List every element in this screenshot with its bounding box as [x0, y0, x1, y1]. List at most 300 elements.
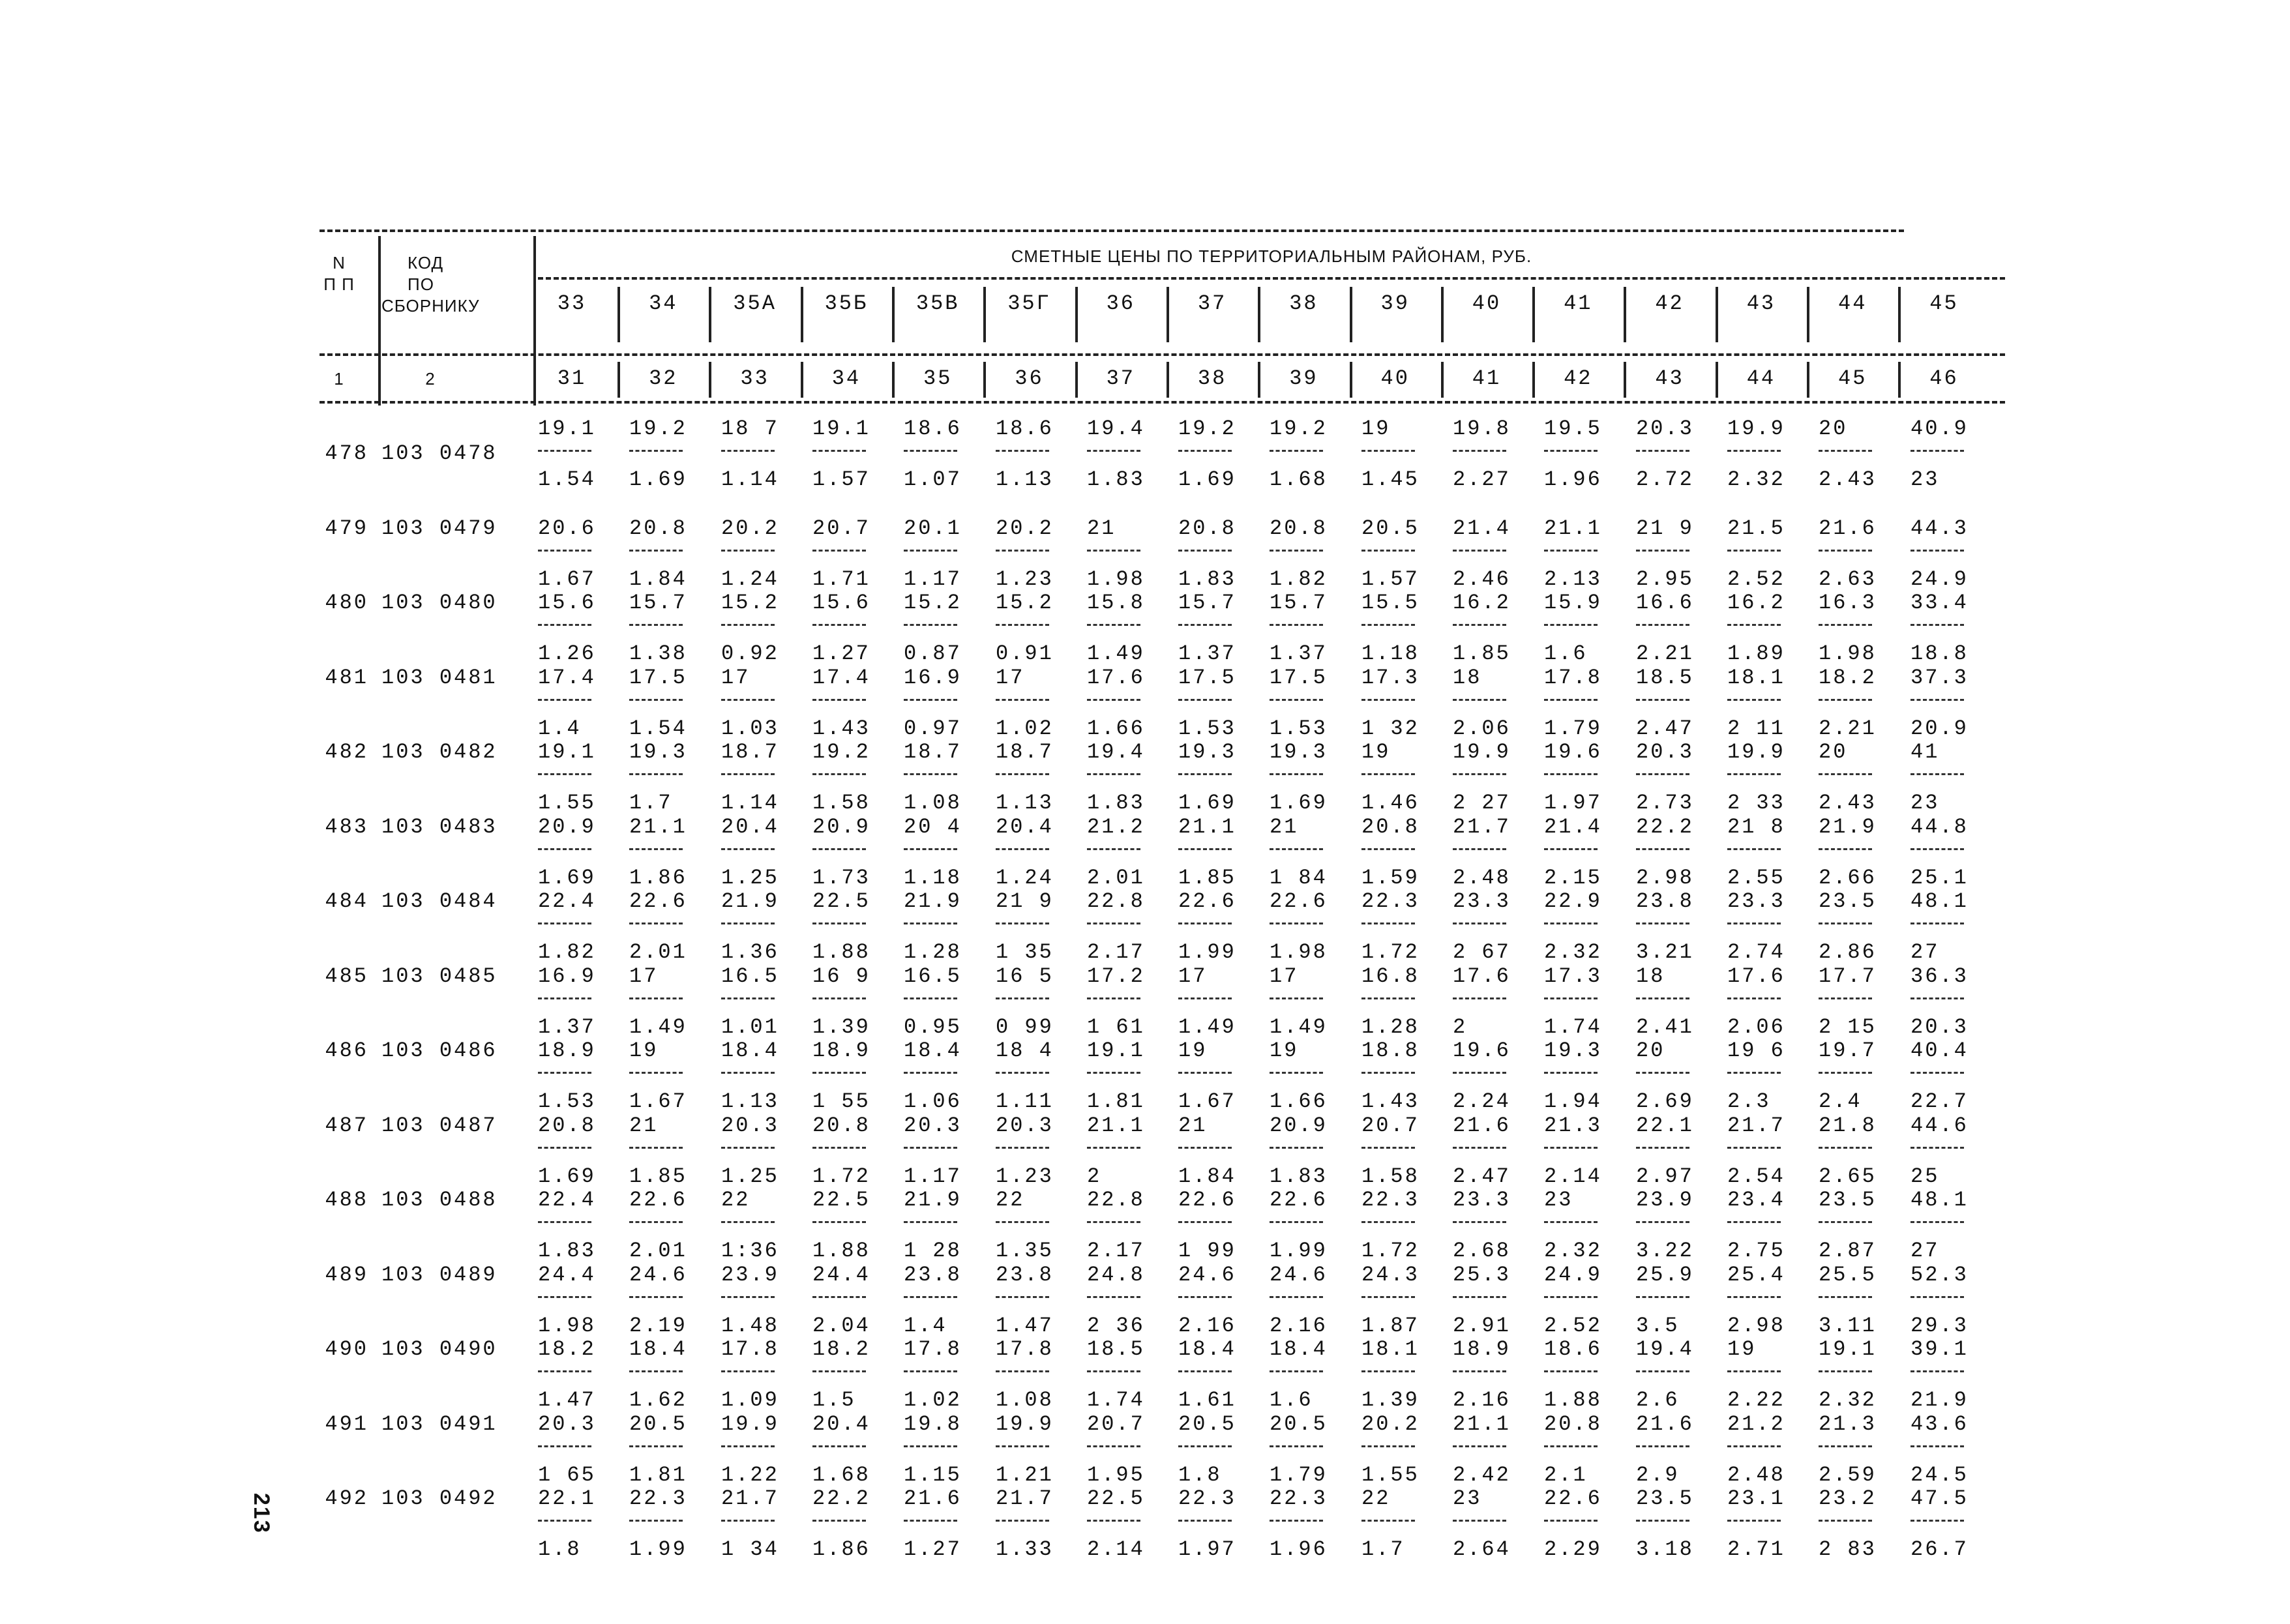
vrule-index	[983, 362, 986, 398]
price-value: 24.6	[1178, 1262, 1236, 1287]
value-separator	[1544, 1296, 1598, 1298]
value-separator	[1087, 550, 1140, 552]
price-value: 18.7	[904, 740, 962, 764]
price-value: 23.2	[1819, 1486, 1877, 1511]
price-value: 18.2	[812, 1337, 870, 1361]
value-separator	[1178, 699, 1232, 701]
price-value: 41	[1911, 740, 1940, 764]
price-value-secondary: 0 99	[996, 1014, 1054, 1039]
value-separator	[1087, 1296, 1140, 1298]
district-header: 37	[1197, 291, 1227, 316]
value-separator	[538, 450, 591, 452]
price-value-secondary: 1.13	[996, 467, 1054, 492]
price-value-secondary: 2 36	[1087, 1313, 1145, 1338]
price-value: 18.4	[904, 1039, 962, 1063]
district-header: 41	[1564, 291, 1593, 316]
price-value-secondary: 1.28	[904, 940, 962, 964]
price-value: 20.4	[721, 814, 779, 839]
index-number: 37	[1106, 366, 1135, 391]
price-value-secondary: 1.26	[538, 642, 596, 666]
row-code: 103 0478	[381, 441, 498, 465]
row-number: 488	[325, 1188, 368, 1212]
value-separator	[904, 773, 957, 775]
price-value-secondary: 1.47	[996, 1313, 1054, 1338]
price-value-secondary: 1.49	[1178, 1014, 1236, 1039]
value-separator	[812, 450, 866, 452]
price-value: 21.5	[1727, 516, 1785, 540]
value-separator	[1727, 699, 1781, 701]
value-separator	[812, 848, 866, 850]
price-value-secondary: 2.48	[1727, 1462, 1785, 1487]
price-value: 23.5	[1636, 1486, 1694, 1511]
price-value: 19	[1270, 1039, 1299, 1063]
price-value-secondary: 1.09	[721, 1388, 779, 1412]
value-separator	[538, 773, 591, 775]
price-value: 44.8	[1911, 814, 1969, 839]
price-value-secondary: 2 15	[1819, 1014, 1877, 1039]
value-separator	[1453, 997, 1506, 999]
price-value: 23.5	[1819, 889, 1877, 913]
price-value-secondary: 1.83	[1087, 467, 1145, 492]
price-value-secondary: 2.06	[1453, 716, 1511, 741]
value-separator	[1270, 1370, 1323, 1372]
value-separator	[1911, 1221, 1964, 1223]
vrule-district	[1350, 287, 1352, 342]
price-value: 25.3	[1453, 1262, 1511, 1287]
price-value-secondary: 2.52	[1544, 1313, 1602, 1338]
price-value: 19.7	[1819, 1039, 1877, 1063]
value-separator	[1636, 773, 1689, 775]
vrule-index	[1532, 362, 1535, 398]
value-separator	[1178, 550, 1232, 552]
price-value: 20.3	[1636, 417, 1694, 441]
value-separator	[1087, 1147, 1140, 1149]
value-separator	[1819, 848, 1872, 850]
row-code: 103 0485	[381, 964, 498, 988]
price-value: 20.3	[538, 1411, 596, 1436]
price-value-secondary: 2.14	[1544, 1164, 1602, 1188]
value-separator	[629, 997, 683, 999]
price-value-secondary: 1.38	[629, 642, 687, 666]
price-value: 21.9	[1819, 814, 1877, 839]
value-separator	[1819, 997, 1872, 999]
price-value: 22.3	[629, 1486, 687, 1511]
value-separator	[1087, 773, 1140, 775]
price-value: 20.3	[996, 1113, 1054, 1138]
price-value: 20.7	[1361, 1113, 1420, 1138]
price-value: 18.7	[996, 740, 1054, 764]
price-value-secondary: 1.79	[1544, 716, 1602, 741]
value-separator	[1453, 848, 1506, 850]
price-value: 15.7	[1178, 591, 1236, 615]
price-value: 22.5	[812, 889, 870, 913]
value-separator	[1636, 450, 1689, 452]
value-separator	[1178, 450, 1232, 452]
value-separator	[1453, 699, 1506, 701]
value-separator	[1727, 1296, 1781, 1298]
price-value: 19.4	[1087, 417, 1145, 441]
value-separator	[721, 450, 775, 452]
price-value-secondary: 1 55	[812, 1089, 870, 1114]
price-value: 20.3	[1636, 740, 1694, 764]
price-value-secondary: 2.48	[1453, 865, 1511, 890]
price-value-secondary: 1.01	[721, 1014, 779, 1039]
price-value-secondary: 2.14	[1087, 1537, 1145, 1561]
price-value-secondary: 22.7	[1911, 1089, 1969, 1114]
price-value: 15.9	[1544, 591, 1602, 615]
value-separator	[1178, 1520, 1232, 1522]
price-value-secondary: 1.48	[721, 1313, 779, 1338]
price-value-secondary: 2.01	[1087, 865, 1145, 890]
row-code: 103 0479	[381, 516, 498, 540]
price-value-secondary: 2.43	[1819, 791, 1877, 815]
price-value-secondary: 1.84	[1178, 1164, 1236, 1188]
price-value-secondary: 2.16	[1178, 1313, 1236, 1338]
value-separator	[1453, 1221, 1506, 1223]
value-separator	[1178, 1147, 1232, 1149]
value-separator	[538, 1520, 591, 1522]
price-value: 19	[1727, 1337, 1757, 1361]
price-value: 22.6	[1270, 889, 1328, 913]
price-value-secondary: 24.9	[1911, 567, 1969, 591]
value-separator	[1727, 1445, 1781, 1447]
value-separator	[1453, 773, 1506, 775]
value-separator	[1819, 1221, 1872, 1223]
price-value: 20.7	[1087, 1411, 1145, 1436]
value-separator	[904, 848, 957, 850]
price-value: 23.1	[1727, 1486, 1785, 1511]
row-code: 103 0487	[381, 1113, 498, 1138]
price-value-secondary: 2.21	[1819, 716, 1877, 741]
value-separator	[904, 1147, 957, 1149]
value-separator	[1544, 450, 1598, 452]
index-col-2: 2	[425, 369, 436, 389]
price-value-secondary: 2.97	[1636, 1164, 1694, 1188]
price-value: 18 4	[996, 1039, 1054, 1063]
value-separator	[1270, 1445, 1323, 1447]
vrule-index	[1624, 362, 1626, 398]
price-value-secondary: 1.25	[721, 865, 779, 890]
price-value: 18	[1453, 665, 1482, 690]
value-separator	[629, 1520, 683, 1522]
price-value: 17.6	[1087, 665, 1145, 690]
price-value: 52.3	[1911, 1262, 1969, 1287]
price-value: 22.6	[629, 1188, 687, 1212]
value-separator	[1636, 550, 1689, 552]
row-number: 479	[325, 516, 368, 540]
price-value: 21.7	[996, 1486, 1054, 1511]
price-value: 18.6	[904, 417, 962, 441]
price-value: 19.8	[1453, 417, 1511, 441]
vrule-district	[1258, 287, 1260, 342]
vrule-index	[617, 362, 620, 398]
price-value-secondary: 1.13	[996, 791, 1054, 815]
price-value: 23.8	[1636, 889, 1694, 913]
value-separator	[1911, 624, 1964, 626]
price-value-secondary: 1 99	[1178, 1239, 1236, 1263]
price-value: 18.4	[1178, 1337, 1236, 1361]
value-separator	[1270, 1296, 1323, 1298]
price-value: 22.6	[1544, 1486, 1602, 1511]
price-value-secondary: 0.87	[904, 642, 962, 666]
price-value-secondary: 3.21	[1636, 940, 1694, 964]
vrule-district	[1807, 287, 1809, 342]
value-separator	[1361, 923, 1415, 924]
value-separator	[1727, 1520, 1781, 1522]
price-value-secondary: 27	[1911, 1239, 1940, 1263]
price-value: 40.9	[1911, 417, 1969, 441]
price-value: 22	[721, 1188, 751, 1212]
price-value: 21.1	[629, 814, 687, 839]
price-value: 17	[996, 665, 1025, 690]
value-separator	[538, 1445, 591, 1447]
index-number: 42	[1564, 366, 1593, 391]
value-separator	[996, 1370, 1049, 1372]
price-value-secondary: 1.72	[1361, 1239, 1420, 1263]
value-separator	[1270, 997, 1323, 999]
price-value: 20.8	[1270, 516, 1328, 540]
price-value: 21.9	[904, 1188, 962, 1212]
price-value: 23.3	[1727, 889, 1785, 913]
index-number: 34	[831, 366, 861, 391]
price-value-secondary: 2.54	[1727, 1164, 1785, 1188]
district-header: 35Б	[824, 291, 869, 316]
value-separator	[629, 1147, 683, 1149]
price-value-secondary: 2.95	[1636, 567, 1694, 591]
value-separator	[538, 923, 591, 924]
price-value: 20.8	[629, 516, 687, 540]
price-value-secondary: 1 35	[996, 940, 1054, 964]
index-number: 33	[740, 366, 769, 391]
price-value: 20.8	[1178, 516, 1236, 540]
price-value: 15.7	[629, 591, 687, 615]
price-value-secondary: 23	[1911, 467, 1940, 492]
price-value: 24.8	[1087, 1262, 1145, 1287]
value-separator	[1911, 1147, 1964, 1149]
price-value-secondary: 2.66	[1819, 865, 1877, 890]
price-value-secondary: 1.8	[1178, 1462, 1222, 1487]
price-value-secondary: 2.69	[1636, 1089, 1694, 1114]
price-value-secondary: 1.97	[1178, 1537, 1236, 1561]
price-value: 22.3	[1178, 1486, 1236, 1511]
price-value-secondary: 2.21	[1636, 642, 1694, 666]
price-value-secondary: 1.73	[812, 865, 870, 890]
price-value: 15.6	[812, 591, 870, 615]
value-separator	[1727, 997, 1781, 999]
index-number: 36	[1015, 366, 1044, 391]
price-value: 21	[1270, 814, 1299, 839]
district-header: 33	[557, 291, 587, 316]
price-value-secondary: 1.4	[904, 1313, 947, 1338]
price-value: 16 9	[812, 964, 870, 988]
price-value-secondary: 1.74	[1087, 1388, 1145, 1412]
price-value: 18.5	[1636, 665, 1694, 690]
price-value: 20.1	[904, 516, 962, 540]
value-separator	[1178, 997, 1232, 999]
price-value: 16.6	[1636, 591, 1694, 615]
price-value: 24.6	[629, 1262, 687, 1287]
value-separator	[1361, 1147, 1415, 1149]
price-value-secondary: 1.23	[996, 567, 1054, 591]
price-value-secondary: 1 34	[721, 1537, 779, 1561]
price-value-secondary: 2.64	[1453, 1537, 1511, 1561]
value-separator	[1087, 1072, 1140, 1074]
row-number: 481	[325, 665, 368, 690]
value-separator	[812, 773, 866, 775]
price-value: 20	[1819, 417, 1848, 441]
price-value-secondary: 1.15	[904, 1462, 962, 1487]
index-number: 46	[1929, 366, 1959, 391]
price-value: 19.3	[1178, 740, 1236, 764]
value-separator	[812, 1520, 866, 1522]
price-value: 21.1	[1453, 1411, 1511, 1436]
price-value: 24.4	[812, 1262, 870, 1287]
row-number: 491	[325, 1411, 368, 1436]
row-code: 103 0481	[381, 665, 498, 690]
value-separator	[1087, 1221, 1140, 1223]
value-separator	[1911, 550, 1964, 552]
price-value: 33.4	[1911, 591, 1969, 615]
price-value-secondary: 2.91	[1453, 1313, 1511, 1338]
price-value: 18.9	[812, 1039, 870, 1063]
row-code: 103 0490	[381, 1337, 498, 1361]
value-separator	[1453, 1147, 1506, 1149]
price-value-secondary: 1.82	[1270, 567, 1328, 591]
vrule-district	[983, 287, 986, 342]
vrule-district	[1716, 287, 1718, 342]
value-separator	[1544, 1370, 1598, 1372]
price-value-secondary: 2.16	[1453, 1388, 1511, 1412]
price-value-secondary: 1.53	[538, 1089, 596, 1114]
price-value: 20.4	[812, 1411, 870, 1436]
price-value: 18.1	[1727, 665, 1785, 690]
value-separator	[1636, 1221, 1689, 1223]
header-kod: КОД	[408, 253, 444, 273]
value-separator	[996, 1221, 1049, 1223]
price-value: 15.2	[904, 591, 962, 615]
value-separator	[1544, 1445, 1598, 1447]
price-value-secondary: 1.14	[721, 791, 779, 815]
price-value-secondary: 18.8	[1911, 642, 1969, 666]
price-value-secondary: 1.69	[629, 467, 687, 492]
price-value: 40.4	[1911, 1039, 1969, 1063]
price-value-secondary: 1.6	[1544, 642, 1588, 666]
value-separator	[812, 923, 866, 924]
price-value: 22.8	[1087, 1188, 1145, 1212]
price-value: 19.2	[812, 740, 870, 764]
price-value: 17.8	[996, 1337, 1054, 1361]
row-code: 103 0492	[381, 1486, 498, 1511]
value-separator	[904, 997, 957, 999]
value-separator	[1727, 923, 1781, 924]
price-value-secondary: 3.11	[1819, 1313, 1877, 1338]
row-code: 103 0491	[381, 1411, 498, 1436]
price-value-secondary: 2 11	[1727, 716, 1785, 741]
price-value-secondary: 1.69	[538, 1164, 596, 1188]
value-separator	[721, 1296, 775, 1298]
price-value: 15.6	[538, 591, 596, 615]
price-value-secondary: 25	[1911, 1164, 1940, 1188]
value-separator	[1727, 1147, 1781, 1149]
price-value-secondary: 2.47	[1636, 716, 1694, 741]
price-value-secondary: 1.7	[1361, 1537, 1405, 1561]
price-value: 17.5	[1178, 665, 1236, 690]
price-value: 19.3	[629, 740, 687, 764]
value-separator	[904, 624, 957, 626]
price-value-secondary: 2.13	[1544, 567, 1602, 591]
price-value: 19.9	[1727, 740, 1785, 764]
price-value-secondary: 1.98	[1270, 940, 1328, 964]
price-value-secondary: 2.47	[1453, 1164, 1511, 1188]
district-header: 40	[1472, 291, 1502, 316]
price-value-secondary: 2.9	[1636, 1462, 1680, 1487]
price-value: 23	[1544, 1188, 1573, 1212]
price-value: 20.8	[1544, 1411, 1602, 1436]
price-value: 22.4	[538, 889, 596, 913]
price-value-secondary: 2.73	[1636, 791, 1694, 815]
price-value-secondary: 2.16	[1270, 1313, 1328, 1338]
value-separator	[1911, 1296, 1964, 1298]
price-value-secondary: 1.07	[904, 467, 962, 492]
value-separator	[1911, 848, 1964, 850]
price-value-secondary: 1.85	[1453, 642, 1511, 666]
price-value-secondary: 2 67	[1453, 940, 1511, 964]
price-value-secondary: 1.87	[1361, 1313, 1420, 1338]
value-separator	[1636, 1147, 1689, 1149]
price-value-secondary: 2	[1087, 1164, 1102, 1188]
index-number: 39	[1289, 366, 1318, 391]
price-value-secondary: 1.06	[904, 1089, 962, 1114]
price-value-secondary: 1.43	[812, 716, 870, 741]
row-code: 103 0488	[381, 1188, 498, 1212]
value-separator	[996, 699, 1049, 701]
price-value: 20.7	[812, 516, 870, 540]
price-value: 20	[1819, 740, 1848, 764]
value-separator	[1270, 550, 1323, 552]
value-separator	[1727, 848, 1781, 850]
price-value-secondary: 2.63	[1819, 567, 1877, 591]
price-value-secondary: 2.43	[1819, 467, 1877, 492]
value-separator	[904, 1445, 957, 1447]
price-value-secondary: 1.58	[1361, 1164, 1420, 1188]
price-value: 20 4	[904, 814, 962, 839]
vrule-district	[1075, 287, 1078, 342]
value-separator	[1544, 848, 1598, 850]
price-value-secondary: 1.21	[996, 1462, 1054, 1487]
price-value-secondary: 1 28	[904, 1239, 962, 1263]
price-value-secondary: 3.5	[1636, 1313, 1680, 1338]
value-separator	[996, 848, 1049, 850]
value-separator	[1819, 699, 1872, 701]
header-po: ПО	[408, 274, 434, 294]
value-separator	[1636, 624, 1689, 626]
price-value-secondary: 1.37	[1270, 642, 1328, 666]
price-value-secondary: 1.8	[538, 1537, 582, 1561]
price-value-secondary: 2.32	[1819, 1388, 1877, 1412]
value-separator	[904, 1370, 957, 1372]
value-separator	[1270, 1072, 1323, 1074]
price-value-secondary: 1.08	[904, 791, 962, 815]
value-separator	[1453, 550, 1506, 552]
price-value: 17	[1178, 964, 1208, 988]
value-separator	[629, 1221, 683, 1223]
value-separator	[629, 624, 683, 626]
price-value: 21.3	[1544, 1113, 1602, 1138]
row-number: 486	[325, 1039, 368, 1063]
price-value-secondary: 24.5	[1911, 1462, 1969, 1487]
price-value: 22.3	[1361, 889, 1420, 913]
value-separator	[1087, 1370, 1140, 1372]
